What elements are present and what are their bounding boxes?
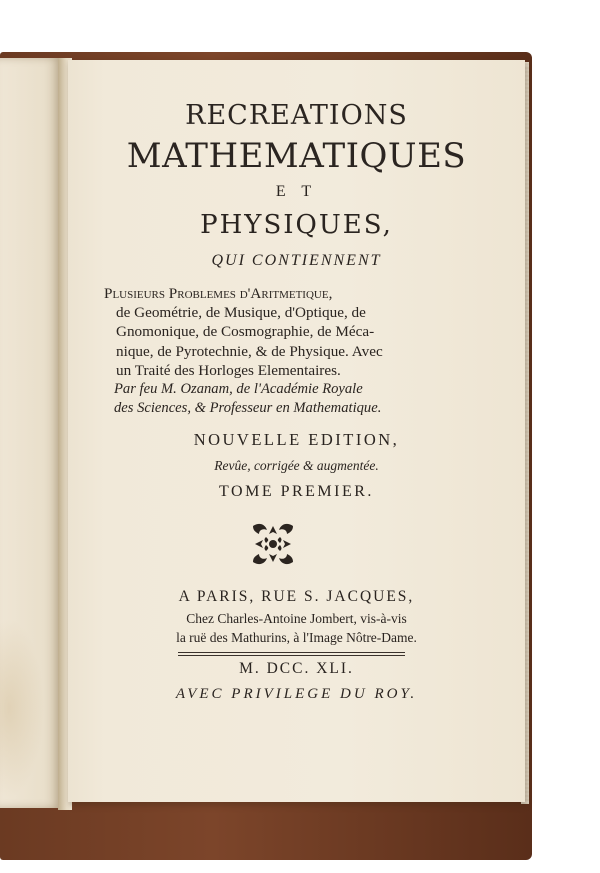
title-conjunction: E T [275,183,318,200]
revision-note: Revûe, corrigée & augmentée. [214,458,379,473]
publisher-line-2: la ruë des Mathurins, à l'Image Nôtre-Dame. [176,630,417,645]
divider-rule [178,655,405,656]
author-paragraph [98,380,501,418]
subtitle: QUI CONTIENNENT [211,252,382,269]
title-line-2: MATHEMATIQUES [126,136,467,176]
volume-label: TOME PREMIER. [219,483,374,500]
privilege-line: AVEC PRIVILEGE DU ROY. [175,686,418,702]
publisher-line-1: Chez Charles-Antoine Jombert, vis-à-vis [186,611,407,626]
author-line: Par feu M. Ozanam, de l'Académie Royale [114,381,363,397]
title-line-3: PHYSIQUES, [200,210,393,240]
title-line-1: RECREATIONS [185,100,408,131]
page-stain [0,618,44,798]
edition-label: NOUVELLE EDITION, [193,430,400,449]
author-line: des Sciences, & Professeur en Mathematique. [114,400,382,417]
left-page [0,58,62,808]
title-page [68,60,525,802]
imprint-place: A PARIS, RUE S. JACQUES, [178,588,415,605]
contents-line: de Geométrie, de Musique, d'Optique, de [116,304,366,322]
fleuron-ornament [249,520,297,568]
contents-line: un Traité des Horloges Elementaires. [116,361,341,379]
divider-rule [178,652,405,653]
contents-line: nique, de Pyrotechnie, & de Physique. Avec [116,342,383,360]
contents-paragraph [98,284,501,380]
contents-line: Plusieurs Problemes d'Aritmetique, [104,285,333,302]
contents-line: Gnomonique, de Cosmographie, de Méca- [116,323,375,341]
publication-date: M. DCC. XLI. [239,660,354,677]
